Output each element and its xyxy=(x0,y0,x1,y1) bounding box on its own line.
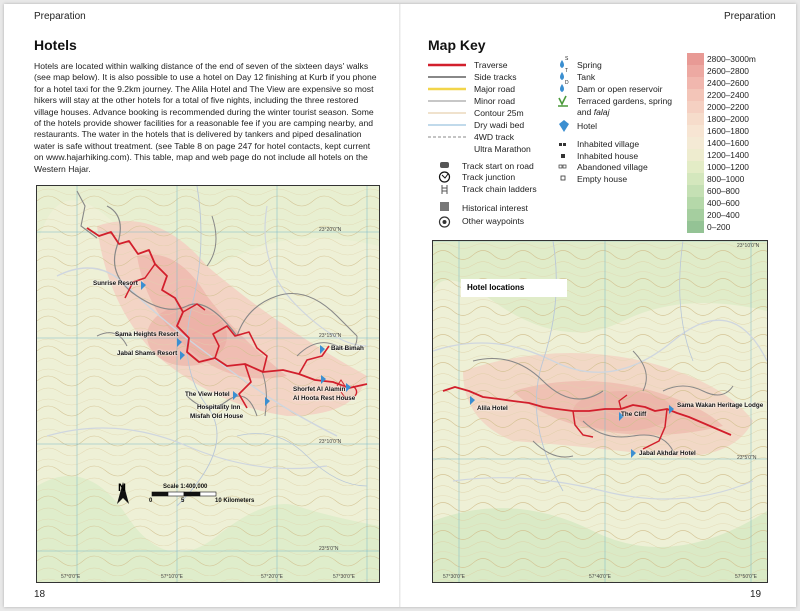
elevation-band xyxy=(687,209,787,221)
hotel-label-shorfet: Shorfet Al Alamin xyxy=(293,386,346,393)
elevation-band xyxy=(687,185,787,197)
elevation-swatch xyxy=(687,113,704,125)
lat-label: 23°5'0"N xyxy=(319,546,339,552)
elevation-swatch xyxy=(687,125,704,137)
elevation-label: 600–800 xyxy=(707,186,740,196)
scale-title: Scale 1:400,000 xyxy=(163,484,208,490)
elevation-swatch xyxy=(687,89,704,101)
elevation-label: 1000–1200 xyxy=(707,162,749,172)
elevation-swatch xyxy=(687,149,704,161)
key-other-waypoints: Other waypoints xyxy=(462,216,525,226)
elevation-band xyxy=(687,113,787,125)
hotels-body-text: Hotels are located within walking distance of the end of seven of the sixteen days' walks (see map below). It is also possible to use a hotel on Day 12 finishing at Kurb if you phone for a hotel taxi for the 9.2km journey. The Alila Hotel and The View are expensive so most hikers will stay at the other hotels for a total of five nights, including the three restored village houses. Advance booking is recommended during the winter tourist season. Some of the hotels provide shower facilities for a reasonable fee if you are camping nearby, and restaurants. The water in the hotels that is delivered by tankers and piped desalination water is safe without treatment. (see Table 8 on page 247 for hotel contacts, kept current on www.hajarhiking.com). This table, map and web page do not include all hotels on the Western Hajar. xyxy=(34,61,377,174)
elevation-label: 1400–1600 xyxy=(707,138,749,148)
elevation-label: 200–400 xyxy=(707,210,740,220)
lat-label: 23°10'0"N xyxy=(319,439,342,445)
page-number-right: 19 xyxy=(750,589,762,600)
lon-label: 57°30'0"E xyxy=(333,574,355,580)
key-terraced-1: Terraced gardens, spring xyxy=(577,96,673,106)
gutter xyxy=(399,4,401,607)
lon-label: 57°30'0"E xyxy=(443,574,465,580)
lon-label: 57°50'0"E xyxy=(735,574,757,580)
hotel-label-jabal-shams: Jabal Shams Resort xyxy=(117,350,178,357)
key-traverse: Traverse xyxy=(474,60,508,70)
elevation-band xyxy=(687,221,787,233)
key-4wd-track: 4WD track xyxy=(474,132,515,142)
elevation-swatch xyxy=(687,221,704,233)
hotel-label-the-view: The View Hotel xyxy=(185,391,230,398)
key-historical: Historical interest xyxy=(462,203,528,213)
hotels-map-left xyxy=(36,185,380,583)
lat-label: 23°10'0"N xyxy=(737,243,760,249)
key-abandoned-village: Abandoned village xyxy=(577,162,648,172)
elevation-label: 1800–2000 xyxy=(707,114,749,124)
elevation-band xyxy=(687,197,787,209)
elevation-label: 1200–1400 xyxy=(707,150,749,160)
lat-label: 23°5'0"N xyxy=(737,455,757,461)
elevation-band xyxy=(687,161,787,173)
key-dry-wadi: Dry wadi bed xyxy=(474,120,525,130)
lon-label: 57°0'0"E xyxy=(61,574,81,580)
elevation-label: 2800–3000m xyxy=(707,54,756,64)
hotel-label-jabal-akhdar: Jabal Akhdar Hotel xyxy=(639,450,696,457)
key-hotel: Hotel xyxy=(577,121,598,131)
hotel-label-hospitality: Hospitality Inn xyxy=(197,404,241,411)
lat-label: 23°15'0"N xyxy=(319,333,342,339)
key-dam: Dam or open reservoir xyxy=(577,84,663,94)
elevation-band xyxy=(687,173,787,185)
scale-ten: 10 Kilometers xyxy=(215,498,255,504)
elevation-band xyxy=(687,77,787,89)
key-empty-house: Empty house xyxy=(577,174,628,184)
key-side-tracks: Side tracks xyxy=(474,72,517,82)
scale-zero: 0 xyxy=(149,498,153,504)
elevation-swatch xyxy=(687,65,704,77)
hotel-label-sama-wakan: Sama Wakan Heritage Lodge xyxy=(677,402,764,409)
hotel-label-sama-heights: Sama Heights Resort xyxy=(115,331,179,338)
village-symbols xyxy=(556,141,574,187)
hotel-label-bait-bimah: Bait Bimah xyxy=(331,345,364,352)
elevation-band xyxy=(687,137,787,149)
elevation-label: 400–600 xyxy=(707,198,740,208)
key-spring: Spring xyxy=(577,60,602,70)
lat-label: 23°20'0"N xyxy=(319,227,342,233)
elevation-band xyxy=(687,89,787,101)
elevation-swatch xyxy=(687,197,704,209)
elevation-swatch xyxy=(687,209,704,221)
key-terraced-2: and falaj xyxy=(577,107,610,117)
elevation-label: 800–1000 xyxy=(707,174,745,184)
elevation-swatch xyxy=(687,53,704,65)
key-contour: Contour 25m xyxy=(474,108,524,118)
map-key-title: Map Key xyxy=(428,37,486,53)
book-spread: Preparation Hotels Hotels are located within walking distance of the end of seven of the sixteen days' walks (see map below). It is also possible to use a hotel on Day 12 finishing at Kurb if you phone for a hotel taxi for the 9.2km journey. The Alila Hotel and The View are expensive so most hikers will stay at the other hotels for a total of five nights, including the three restored village houses. Advance booking is recommended during the winter tourist season. Some of the hotels provide shower facilities for a reasonable fee if you are camping nearby, and restaurants. The water in the hotels that is delivered by tankers and piped desalination water is safe without treatment. (see Table 8 on page 247 for hotel contacts, kept current on www.hajarhiking.com). This table, map and web page do not include all hotels on the Western Hajar. 23°20'0"N 23°15'0"N 23°10'0"N 23°5'0"N 57°0'0"E 57°10'0"E 57°20'0"E 57°30'0"E Sunrise Resort Sama Heights Resort Jabal Shams Resort Bait Bimah Shorfet Al Alamin Al Hoota Rest House The View Hotel Hospitality Inn Misfah Old House N Scale 1:400,000 0 5 10 Kilometers 18 Preparation Map Key Traverse Side tracks Major road Minor road Contour 25m Dry wadi bed 4WD track Ultra Marathon Track start on road Track junction Track chain ladders Historical interest Other waypoints S T D Spring Tank Dam or open reservoir Terraced gardens, spring and falaj Hotel Inhabited village Inhabited house Abandoned village Empty house 2800–3000m 2600–2800 2400–2600 2200–2400 2000–2200 1800–2000 1600–1800 1400–1600 1200–1400 1000–1200 800–1000 600–800 400–600 200–400 0–200 23°10'0"N 23°5'0"N 57°30'0"E 57°40'0"E 57°50'0"E Alila Hotel The Cliff Sama Wakan Heritage Lodge Jabal Akhdar Hotel Hotel locations 19 xyxy=(4,4,796,607)
hotel-label-al-hoota: Al Hoota Rest House xyxy=(293,395,356,402)
running-head-left: Preparation xyxy=(34,11,86,22)
elevation-band xyxy=(687,125,787,137)
track-symbols xyxy=(438,160,452,238)
hotels-title: Hotels xyxy=(34,37,77,53)
key-inhabited-house: Inhabited house xyxy=(577,151,639,161)
north-arrow-label: N xyxy=(118,482,126,494)
key-major-road: Major road xyxy=(474,84,516,94)
key-tank: Tank xyxy=(577,72,596,82)
key-track-start: Track start on road xyxy=(462,161,534,171)
hotel-label-misfah: Misfah Old House xyxy=(190,413,244,420)
hotel-locations-title: Hotel locations xyxy=(461,279,567,297)
scale-five: 5 xyxy=(181,498,185,504)
running-head-right: Preparation xyxy=(724,11,776,22)
elevation-band xyxy=(687,65,787,77)
elevation-swatch xyxy=(687,137,704,149)
key-chain-ladders: Track chain ladders xyxy=(462,184,537,194)
hotel-label-the-cliff: The Cliff xyxy=(621,411,647,418)
page-number-left: 18 xyxy=(34,589,46,600)
hotel-label-alila: Alila Hotel xyxy=(477,405,508,412)
elevation-band xyxy=(687,149,787,161)
key-inhabited-village: Inhabited village xyxy=(577,139,640,149)
hotel-label-sunrise: Sunrise Resort xyxy=(93,280,138,287)
elevation-label: 2600–2800 xyxy=(707,66,749,76)
elevation-swatch xyxy=(687,101,704,113)
lon-label: 57°10'0"E xyxy=(161,574,183,580)
elevation-swatch xyxy=(687,173,704,185)
elevation-swatch xyxy=(687,185,704,197)
key-ultra-marathon: Ultra Marathon xyxy=(474,144,531,154)
elevation-swatch xyxy=(687,161,704,173)
elevation-label: 2400–2600 xyxy=(707,78,749,88)
elevation-label: 2000–2200 xyxy=(707,102,749,112)
elevation-band xyxy=(687,101,787,113)
elevation-band xyxy=(687,53,787,65)
elevation-label: 0–200 xyxy=(707,222,731,232)
lon-label: 57°40'0"E xyxy=(589,574,611,580)
elevation-swatch xyxy=(687,77,704,89)
key-track-junction: Track junction xyxy=(462,172,516,182)
lon-label: 57°20'0"E xyxy=(261,574,283,580)
elevation-label: 1600–1800 xyxy=(707,126,749,136)
line-symbols xyxy=(428,59,468,157)
key-minor-road: Minor road xyxy=(474,96,516,106)
elevation-label: 2200–2400 xyxy=(707,90,749,100)
